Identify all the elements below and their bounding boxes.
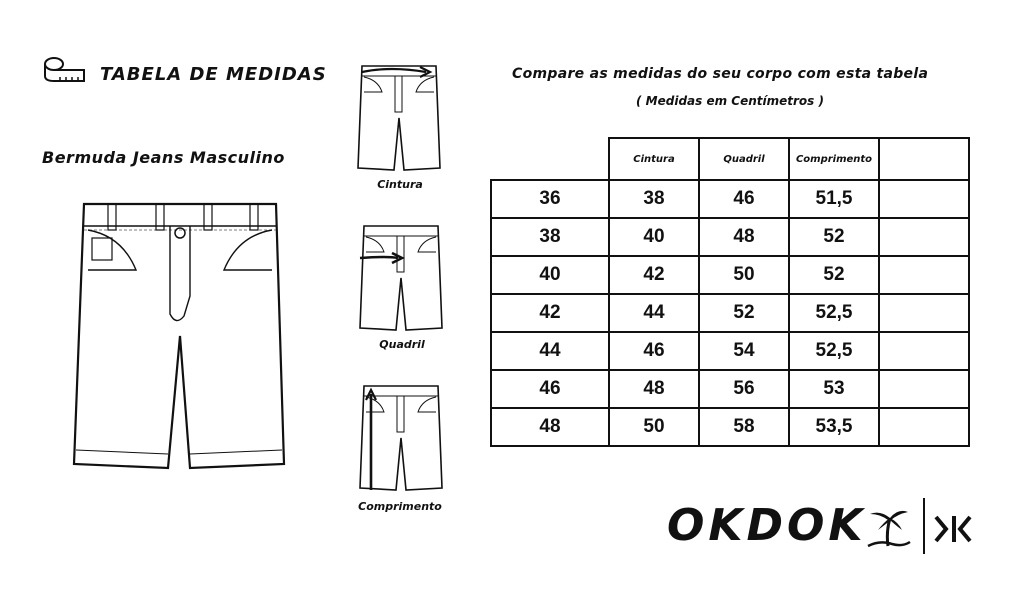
hip-cell: 48 — [699, 218, 789, 256]
table-row — [491, 218, 969, 256]
size-cell: 38 — [491, 218, 609, 256]
measuring-tape-icon — [44, 56, 86, 82]
empty-cell — [879, 408, 969, 446]
table-row — [491, 408, 969, 446]
hip-cell: 50 — [699, 256, 789, 294]
waist-cell: 42 — [609, 256, 699, 294]
okdok-monogram-icon — [934, 514, 974, 544]
empty-cell — [879, 180, 969, 218]
table-header-row — [491, 138, 969, 180]
length-cell: 52 — [789, 256, 879, 294]
units-note: ( Medidas em Centímetros ) — [636, 94, 824, 108]
size-cell: 36 — [491, 180, 609, 218]
palm-tree-icon — [866, 506, 912, 548]
arrow-right-icon — [358, 252, 444, 266]
compare-instructions: Compare as medidas do seu corpo com esta tabela — [512, 66, 929, 82]
size-table — [490, 137, 970, 447]
empty-cell — [879, 218, 969, 256]
waist-cell: 50 — [609, 408, 699, 446]
caption-waist: Cintura — [377, 178, 423, 191]
empty-cell — [879, 294, 969, 332]
caption-length: Comprimento — [358, 500, 442, 513]
size-cell: 40 — [491, 256, 609, 294]
hip-cell: 52 — [699, 294, 789, 332]
table-row — [491, 294, 969, 332]
waist-cell: 44 — [609, 294, 699, 332]
hip-cell: 54 — [699, 332, 789, 370]
arrow-up-icon — [364, 388, 378, 492]
hip-cell: 56 — [699, 370, 789, 408]
waist-cell: 46 — [609, 332, 699, 370]
waist-cell: 48 — [609, 370, 699, 408]
length-cell: 52 — [789, 218, 879, 256]
brand-divider — [922, 498, 926, 554]
size-cell: 42 — [491, 294, 609, 332]
size-cell: 44 — [491, 332, 609, 370]
waist-cell: 38 — [609, 180, 699, 218]
caption-hip: Quadril — [379, 338, 425, 351]
header-waist: Cintura — [609, 138, 699, 180]
header-extra — [879, 138, 969, 180]
empty-cell — [879, 256, 969, 294]
table-row — [491, 256, 969, 294]
size-cell: 46 — [491, 370, 609, 408]
page-title: TABELA DE MEDIDAS — [100, 64, 327, 85]
hip-diagram — [358, 220, 444, 332]
waist-cell: 40 — [609, 218, 699, 256]
header-size — [491, 138, 609, 180]
product-name: Bermuda Jeans Masculino — [42, 148, 285, 167]
length-cell: 53 — [789, 370, 879, 408]
brand-logo: OKDOK — [667, 500, 867, 551]
empty-cell — [879, 370, 969, 408]
header-length: Comprimento — [789, 138, 879, 180]
arrow-right-icon — [360, 64, 440, 78]
length-cell: 52,5 — [789, 294, 879, 332]
header-hip: Quadril — [699, 138, 789, 180]
size-cell: 48 — [491, 408, 609, 446]
length-cell: 51,5 — [789, 180, 879, 218]
shorts-illustration — [70, 196, 290, 476]
table-row — [491, 332, 969, 370]
hip-cell: 46 — [699, 180, 789, 218]
length-cell: 52,5 — [789, 332, 879, 370]
empty-cell — [879, 332, 969, 370]
length-cell: 53,5 — [789, 408, 879, 446]
hip-cell: 58 — [699, 408, 789, 446]
table-row — [491, 370, 969, 408]
table-row — [491, 180, 969, 218]
